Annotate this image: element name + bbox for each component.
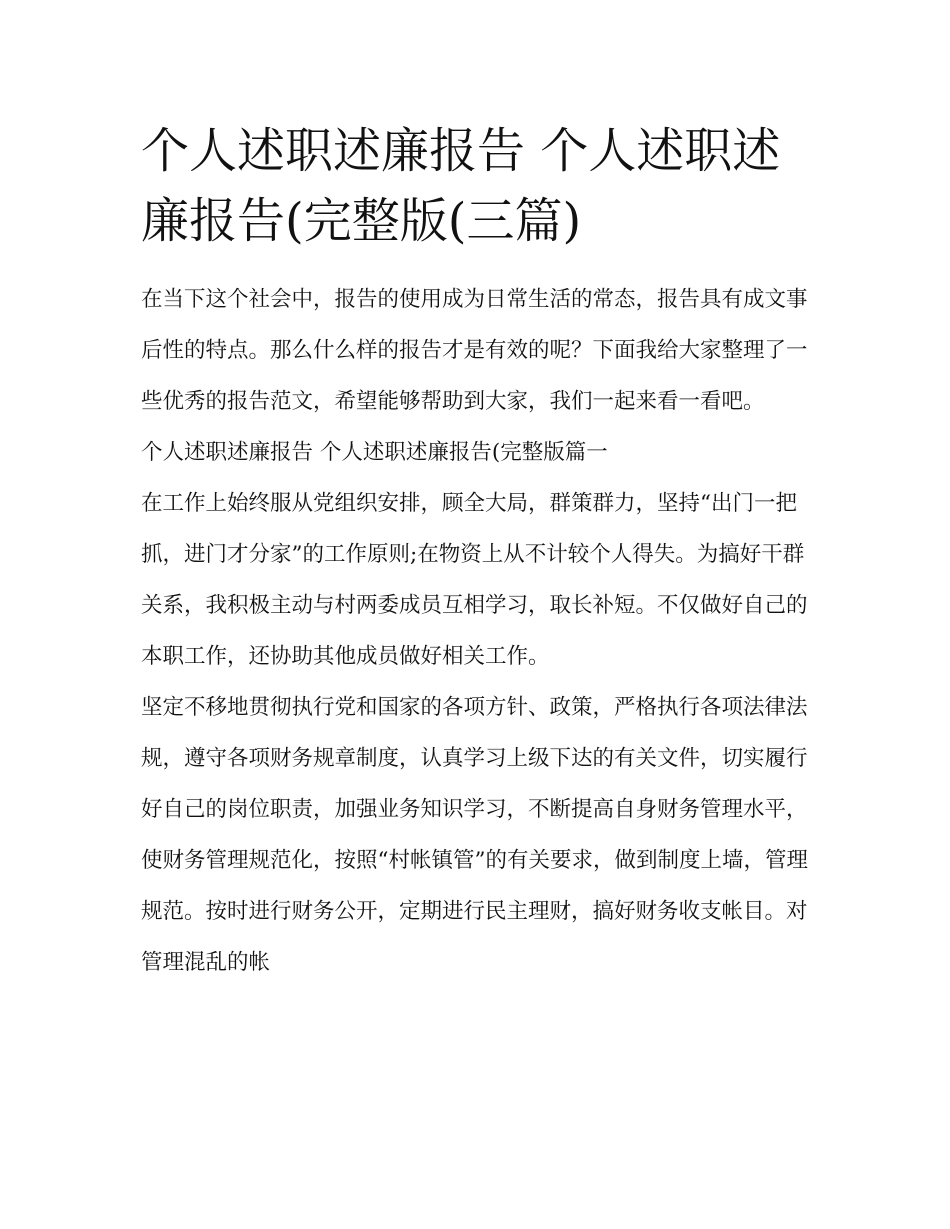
section-heading: 个人述职述廉报告 个人述职述廉报告(完整版篇一 bbox=[141, 440, 608, 465]
intro-paragraph: 在当下这个社会中，报告的使用成为日常生活的常态，报告具有成文事后性的特点。那么什么样的报告才是有效的呢？下面我给大家整理了一些优秀的报告范文，希望能够帮助到大家，我们一起来看一看吧。 bbox=[141, 287, 808, 414]
body-paragraph-1: 在工作上始终服从党组织安排，顾全大局，群策群力，坚持“出门一把抓，进门才分家”的工作原则;在物资上从不计较个人得失。为搞好干群关系，我积极主动与村两委成员互相学习，取长补短。不仅做好自己的本职工作，还协助其他成员做好相关工作。 bbox=[141, 491, 808, 669]
document-title: 个人述职述廉报告 个人述职述廉报告(完整版(三篇) bbox=[141, 123, 781, 249]
document-page bbox=[141, 116, 813, 988]
body-paragraph-2: 坚定不移地贯彻执行党和国家的各项方针、政策，严格执行各项法律法规，遵守各项财务规章制度，认真学习上级下达的有关文件，切实履行好自己的岗位职责，加强业务知识学习，不断提高自身财务管理水平，使财务管理规范化，按照“村帐镇管”的有关要求，做到制度上墙，管理规范。按时进行财务公开，定期进行民主理财，搞好财务收支帐目。对管理混乱的帐 bbox=[141, 695, 808, 975]
